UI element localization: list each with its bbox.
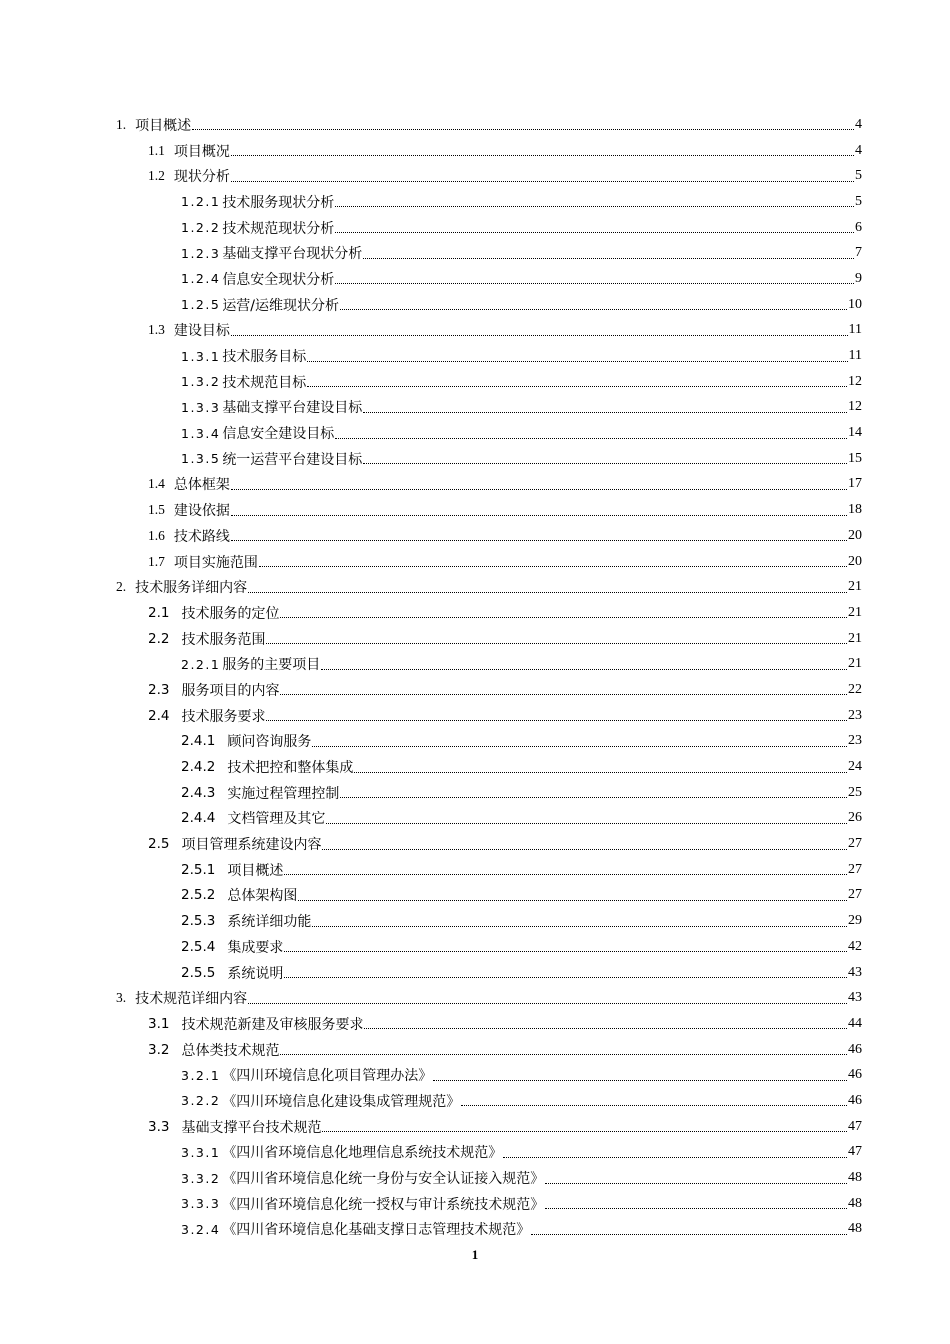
- toc-entry[interactable]: [0, 215, 950, 241]
- toc-entry-page: 4: [855, 116, 862, 132]
- dot-leader: [326, 823, 847, 824]
- toc-entry[interactable]: [0, 1140, 950, 1166]
- dot-leader: [531, 1234, 847, 1235]
- toc-entry-title: 基础支撑平台建设目标: [222, 400, 363, 417]
- toc-entry-number: 3.3: [148, 1118, 170, 1135]
- toc-entry-title: 集成要求: [227, 939, 284, 956]
- toc-entry-page: 27: [848, 836, 862, 852]
- toc-entry-number: 2.4.2: [181, 759, 216, 776]
- toc-entry-title: 技术规范新建及审核服务要求: [181, 1016, 364, 1033]
- dot-leader: [266, 643, 847, 644]
- toc-entry-title: 《四川省环境信息化地理信息系统技术规范》: [222, 1145, 503, 1162]
- toc-entry[interactable]: [0, 754, 950, 780]
- toc-entry-title: 基础支撑平台现状分析: [222, 246, 363, 263]
- toc-entry[interactable]: [0, 883, 950, 909]
- toc-entry-page: 17: [848, 476, 862, 492]
- toc-entry-page: 29: [848, 913, 862, 929]
- dot-leader: [312, 926, 847, 927]
- dot-leader: [231, 181, 854, 182]
- toc-entry-number: 3.2.1: [181, 1067, 221, 1083]
- toc-entry-number: 2.5.5: [181, 964, 216, 981]
- toc-entry-page: 21: [848, 656, 862, 672]
- toc-entry-number: 3.3.3: [181, 1196, 221, 1212]
- toc-entry-page: 20: [848, 527, 862, 543]
- toc-entry-page: 12: [848, 399, 862, 415]
- toc-entry-title: 信息安全现状分析: [222, 271, 335, 288]
- toc-entry[interactable]: [0, 189, 950, 215]
- toc-entry-title: 总体类技术规范: [181, 1042, 280, 1059]
- toc-entry-title: 总体框架: [173, 477, 230, 494]
- dot-leader: [231, 489, 847, 490]
- toc-entry-number: 1.2: [148, 168, 165, 184]
- toc-entry-page: 42: [848, 938, 862, 954]
- toc-entry-number: 3.: [116, 990, 127, 1006]
- toc-entry-page: 46: [848, 1041, 862, 1057]
- toc-entry-page: 47: [848, 1118, 862, 1134]
- dot-leader: [335, 438, 847, 439]
- toc-entry[interactable]: [0, 729, 950, 755]
- toc-entry[interactable]: [0, 1011, 950, 1037]
- toc-entry-number: 1.3.5: [181, 451, 221, 467]
- toc-entry-page: 46: [848, 1067, 862, 1083]
- toc-entry-title: 《四川环境信息化项目管理办法》: [222, 1068, 433, 1085]
- toc-entry-number: 2.3: [148, 681, 170, 698]
- toc-entry-number: 1.3.1: [181, 348, 221, 364]
- toc-entry-number: 1.3: [148, 322, 165, 338]
- toc-entry[interactable]: [0, 985, 950, 1011]
- dot-leader: [266, 720, 847, 721]
- toc-entry-title: 系统详细功能: [227, 914, 312, 931]
- toc-entry[interactable]: [0, 1217, 950, 1243]
- toc-entry-title: 建设依据: [173, 503, 230, 520]
- toc-entry-page: 27: [848, 887, 862, 903]
- toc-entry[interactable]: [0, 780, 950, 806]
- toc-entry-page: 12: [848, 373, 862, 389]
- toc-entry[interactable]: [0, 574, 950, 600]
- dot-leader: [340, 797, 847, 798]
- toc-entry-title: 技术规范现状分析: [222, 220, 335, 237]
- dot-leader: [364, 1028, 847, 1029]
- toc-entry[interactable]: [0, 908, 950, 934]
- toc-entry[interactable]: [0, 1165, 950, 1191]
- toc-entry[interactable]: [0, 806, 950, 832]
- dot-leader: [231, 515, 847, 516]
- dot-leader: [231, 540, 847, 541]
- dot-leader: [461, 1105, 847, 1106]
- toc-entry-page: 43: [848, 990, 862, 1006]
- toc-entry[interactable]: [0, 163, 950, 189]
- toc-entry-number: 2.4.3: [181, 784, 216, 801]
- toc-entry-title: 运营/运维现状分析: [222, 297, 340, 314]
- dot-leader: [248, 592, 847, 593]
- toc-entry-page: 21: [848, 579, 862, 595]
- toc-entry-page: 48: [848, 1195, 862, 1211]
- table-of-contents: [0, 112, 950, 1242]
- dot-leader: [363, 258, 854, 259]
- toc-entry[interactable]: [0, 266, 950, 292]
- toc-entry-title: 文档管理及其它: [227, 811, 326, 828]
- toc-entry-page: 21: [848, 604, 862, 620]
- toc-entry-page: 20: [848, 553, 862, 569]
- toc-entry-page: 27: [848, 861, 862, 877]
- toc-entry-page: 25: [848, 784, 862, 800]
- toc-entry-page: 11: [848, 322, 862, 338]
- toc-entry-page: 10: [848, 296, 862, 312]
- dot-leader: [307, 361, 847, 362]
- toc-entry[interactable]: [0, 677, 950, 703]
- dot-leader: [259, 566, 847, 567]
- toc-entry-title: 技术服务目标: [222, 349, 307, 366]
- toc-entry[interactable]: [0, 395, 950, 421]
- toc-entry-title: 技术规范详细内容: [135, 991, 248, 1008]
- toc-entry-page: 11: [848, 348, 862, 364]
- toc-entry-title: 统一运营平台建设目标: [222, 451, 363, 468]
- toc-entry-number: 1.6: [148, 527, 165, 543]
- toc-entry-title: 技术服务的定位: [181, 605, 280, 622]
- toc-entry-number: 2.5.1: [181, 861, 216, 878]
- toc-entry-title: 服务的主要项目: [222, 657, 321, 674]
- toc-entry[interactable]: [0, 292, 950, 318]
- toc-entry-page: 21: [848, 630, 862, 646]
- toc-entry-page: 5: [855, 193, 862, 209]
- dot-leader: [545, 1183, 847, 1184]
- toc-entry-number: 1.: [116, 116, 127, 132]
- toc-entry-number: 1.2.2: [181, 220, 221, 236]
- toc-entry-title: 技术服务要求: [181, 708, 266, 725]
- dot-leader: [231, 335, 848, 336]
- toc-entry-number: 1.4: [148, 476, 165, 492]
- toc-entry-number: 1.2.5: [181, 297, 221, 313]
- toc-entry-title: 项目实施范围: [173, 554, 258, 571]
- toc-entry-number: 3.2.4: [181, 1221, 221, 1237]
- toc-entry-number: 1.2.1: [181, 194, 221, 210]
- dot-leader: [280, 617, 847, 618]
- toc-entry-number: 1.7: [148, 553, 165, 569]
- toc-entry-title: 总体架构图: [227, 888, 298, 905]
- toc-entry[interactable]: [0, 831, 950, 857]
- toc-entry-page: 22: [848, 681, 862, 697]
- dot-leader: [248, 1003, 847, 1004]
- dot-leader: [284, 951, 847, 952]
- toc-entry-page: 18: [848, 502, 862, 518]
- toc-entry-title: 现状分析: [173, 169, 230, 186]
- toc-entry-page: 4: [855, 142, 862, 158]
- toc-entry-title: 项目管理系统建设内容: [181, 837, 322, 854]
- toc-entry[interactable]: [0, 343, 950, 369]
- toc-entry[interactable]: [0, 446, 950, 472]
- toc-entry[interactable]: [0, 549, 950, 575]
- toc-entry-number: 3.2: [148, 1041, 170, 1058]
- toc-entry-title: 《四川省环境信息化统一身份与安全认证接入规范》: [222, 1171, 545, 1188]
- toc-entry[interactable]: [0, 934, 950, 960]
- dot-leader: [322, 1131, 847, 1132]
- toc-entry-title: 技术服务详细内容: [135, 580, 248, 597]
- toc-entry-number: 2.5: [148, 836, 170, 853]
- toc-entry-number: 3.3.1: [181, 1144, 221, 1160]
- toc-entry-page: 14: [848, 425, 862, 441]
- dot-leader: [545, 1208, 847, 1209]
- toc-entry[interactable]: [0, 112, 950, 138]
- toc-entry-title: 技术把控和整体集成: [227, 760, 354, 777]
- toc-entry[interactable]: [0, 138, 950, 164]
- toc-entry-page: 48: [848, 1221, 862, 1237]
- toc-entry[interactable]: [0, 857, 950, 883]
- toc-entry[interactable]: [0, 497, 950, 523]
- toc-entry-number: 1.5: [148, 502, 165, 518]
- dot-leader: [354, 772, 847, 773]
- toc-entry-number: 1.3.4: [181, 425, 221, 441]
- toc-entry-number: 2.: [116, 579, 127, 595]
- toc-entry[interactable]: [0, 1191, 950, 1217]
- dot-leader: [298, 900, 847, 901]
- toc-entry-number: 3.3.2: [181, 1170, 221, 1186]
- toc-entry-page: 6: [855, 219, 862, 235]
- toc-entry-number: 2.4.4: [181, 810, 216, 827]
- dot-leader: [340, 309, 847, 310]
- toc-entry-title: 实施过程管理控制: [227, 785, 340, 802]
- toc-entry-number: 2.5.3: [181, 913, 216, 930]
- dot-leader: [231, 155, 854, 156]
- toc-entry-number: 1.2.3: [181, 245, 221, 261]
- toc-entry-number: 1.3.3: [181, 399, 221, 415]
- toc-entry-number: 2.5.2: [181, 887, 216, 904]
- toc-entry[interactable]: [0, 369, 950, 395]
- toc-entry-title: 顾问咨询服务: [227, 734, 312, 751]
- toc-entry[interactable]: [0, 1088, 950, 1114]
- toc-entry-page: 9: [855, 270, 862, 286]
- toc-entry-page: 44: [848, 1015, 862, 1031]
- dot-leader: [284, 977, 847, 978]
- toc-entry-title: 技术服务范围: [181, 631, 266, 648]
- dot-leader: [312, 746, 847, 747]
- toc-entry[interactable]: [0, 318, 950, 344]
- toc-entry[interactable]: [0, 703, 950, 729]
- toc-entry[interactable]: [0, 240, 950, 266]
- dot-leader: [335, 232, 854, 233]
- dot-leader: [433, 1080, 847, 1081]
- toc-entry-number: 2.1: [148, 604, 170, 621]
- toc-entry-number: 3.1: [148, 1015, 170, 1032]
- toc-entry-title: 信息安全建设目标: [222, 426, 335, 443]
- toc-entry-page: 43: [848, 964, 862, 980]
- toc-entry[interactable]: [0, 960, 950, 986]
- toc-entry-title: 建设目标: [173, 323, 230, 340]
- toc-entry-title: 技术服务现状分析: [222, 194, 335, 211]
- toc-entry-number: 2.2: [148, 630, 170, 647]
- toc-entry-number: 1.1: [148, 142, 165, 158]
- toc-entry[interactable]: [0, 600, 950, 626]
- dot-leader: [321, 669, 847, 670]
- toc-entry[interactable]: [0, 1062, 950, 1088]
- toc-entry[interactable]: [0, 1037, 950, 1063]
- toc-entry-number: 2.4: [148, 707, 170, 724]
- toc-entry-page: 23: [848, 707, 862, 723]
- toc-entry-number: 2.2.1: [181, 656, 221, 672]
- dot-leader: [280, 1054, 847, 1055]
- toc-entry-title: 技术规范目标: [222, 374, 307, 391]
- toc-entry-title: 《四川省环境信息化基础支撑日志管理技术规范》: [222, 1222, 531, 1239]
- toc-entry[interactable]: [0, 420, 950, 446]
- toc-entry-page: 23: [848, 733, 862, 749]
- dot-leader: [322, 849, 847, 850]
- toc-entry-number: 3.2.2: [181, 1093, 221, 1109]
- toc-entry-title: 技术路线: [173, 528, 230, 545]
- toc-entry-page: 47: [848, 1144, 862, 1160]
- toc-entry-page: 24: [848, 759, 862, 775]
- dot-leader: [363, 463, 847, 464]
- dot-leader: [192, 129, 854, 130]
- toc-entry[interactable]: [0, 472, 950, 498]
- toc-entry-title: 项目概况: [173, 143, 230, 160]
- toc-entry-title: 《四川环境信息化建设集成管理规范》: [222, 1093, 461, 1110]
- toc-entry-title: 《四川省环境信息化统一授权与审计系统技术规范》: [222, 1196, 545, 1213]
- dot-leader: [335, 283, 854, 284]
- toc-entry[interactable]: [0, 523, 950, 549]
- toc-entry-title: 项目概述: [227, 862, 284, 879]
- toc-entry-page: 5: [855, 168, 862, 184]
- dot-leader: [363, 412, 847, 413]
- toc-entry-title: 项目概述: [135, 117, 192, 134]
- toc-entry-title: 基础支撑平台技术规范: [181, 1119, 322, 1136]
- toc-entry-page: 26: [848, 810, 862, 826]
- dot-leader: [284, 874, 847, 875]
- toc-entry-title: 服务项目的内容: [181, 682, 280, 699]
- toc-entry-page: 46: [848, 1092, 862, 1108]
- toc-entry-page: 15: [848, 450, 862, 466]
- dot-leader: [307, 386, 847, 387]
- toc-entry[interactable]: [0, 1114, 950, 1140]
- toc-entry-number: 1.2.4: [181, 271, 221, 287]
- dot-leader: [335, 206, 854, 207]
- toc-entry-number: 2.4.1: [181, 733, 216, 750]
- toc-entry-page: 7: [855, 245, 862, 261]
- page-number: 1: [471, 1247, 479, 1262]
- toc-entry[interactable]: [0, 651, 950, 677]
- dot-leader: [503, 1157, 847, 1158]
- dot-leader: [280, 694, 847, 695]
- toc-entry[interactable]: [0, 626, 950, 652]
- toc-entry-number: 1.3.2: [181, 374, 221, 390]
- toc-entry-page: 48: [848, 1170, 862, 1186]
- toc-entry-number: 2.5.4: [181, 938, 216, 955]
- toc-entry-title: 系统说明: [227, 965, 284, 982]
